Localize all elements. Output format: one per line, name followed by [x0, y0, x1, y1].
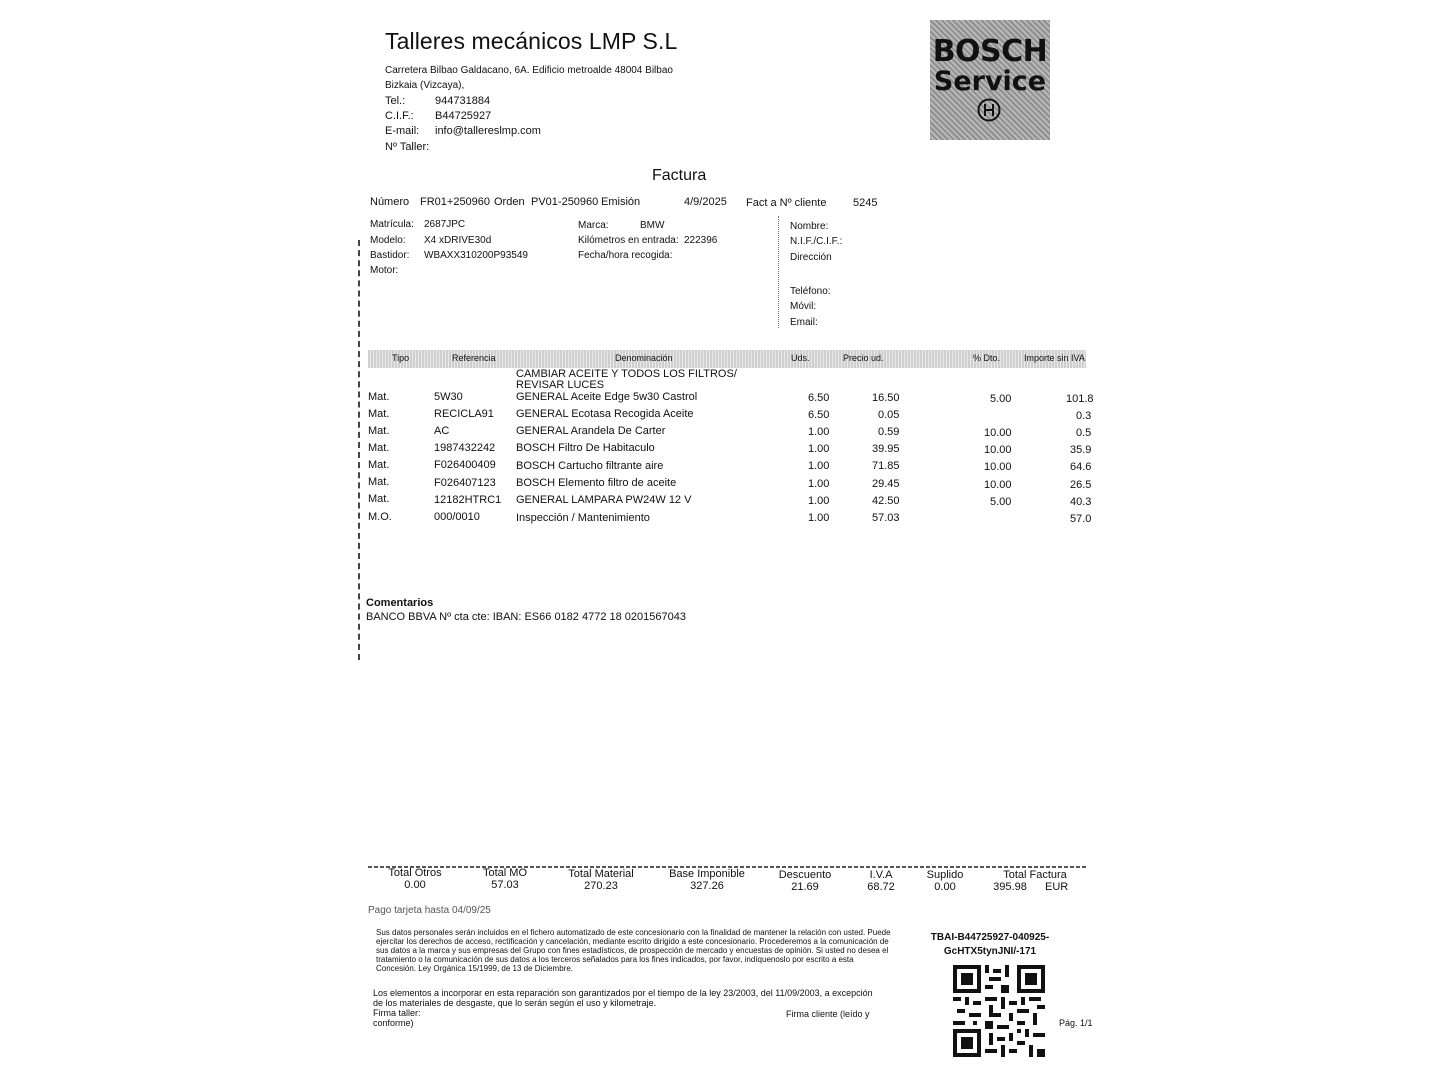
- cell-denominacion: GENERAL Arandela De Carter: [516, 425, 666, 437]
- total-value: 57.03: [491, 879, 519, 891]
- cell-uds: 1.00: [808, 478, 830, 490]
- cell-importe: 0.3: [1076, 410, 1092, 422]
- cell-precio: 16.50: [872, 392, 900, 404]
- nif-label: N.I.F./C.I.F.:: [790, 236, 843, 247]
- cell-importe: 64.6: [1070, 461, 1092, 473]
- customer-email-label: Email:: [790, 317, 818, 328]
- cell-uds: 1.00: [808, 443, 830, 455]
- cell-uds: 1.00: [808, 512, 830, 524]
- telefono-label: Teléfono:: [790, 286, 831, 297]
- cell-denominacion: Inspección / Mantenimiento: [516, 512, 650, 524]
- cell-dto: 10.00: [984, 461, 1012, 473]
- cell-referencia: 000/0010: [434, 511, 480, 523]
- total-value: 270.23: [584, 880, 618, 892]
- cell-uds: 1.00: [808, 495, 830, 507]
- km-value: 222396: [684, 235, 718, 246]
- cell-precio: 29.45: [872, 478, 900, 490]
- firma-taller: Firma taller:: [373, 1008, 421, 1018]
- th-referencia: Referencia: [452, 353, 496, 363]
- privacy-line: tratamiento o la comunicación de sus datos a los terceros señalados para los fines indicados, por favor, indíquenoslo por escrito a esta: [376, 955, 854, 964]
- cif-label: C.I.F.:: [385, 110, 414, 122]
- cell-precio: 0.59: [878, 426, 900, 438]
- cell-tipo: Mat.: [368, 476, 390, 488]
- company-address-line2: Bizkaia (Vizcaya),: [385, 80, 465, 91]
- marca-label: Marca:: [578, 220, 609, 231]
- privacy-notice: [376, 928, 891, 973]
- total-label: Total MO: [482, 867, 527, 879]
- cell-referencia: 1987432242: [434, 442, 496, 454]
- cell-denominacion: BOSCH Elemento filtro de aceite: [516, 477, 677, 489]
- cell-importe: 35.9: [1070, 444, 1092, 456]
- work-note-line1: CAMBIAR ACEITE Y TODOS LOS FILTROS/: [516, 368, 737, 380]
- fecha-recogida-label: Fecha/hora recogida:: [578, 250, 673, 261]
- warranty-line: de los materiales de desgaste, que lo serán según el uso y kilometraje.: [373, 998, 657, 1008]
- cell-tipo: Mat.: [368, 459, 390, 471]
- cell-tipo: Mat.: [368, 493, 390, 505]
- cell-denominacion: BOSCH Filtro De Habitaculo: [516, 442, 655, 454]
- cell-precio: 0.05: [878, 409, 900, 421]
- modelo-label: Modelo:: [370, 235, 406, 246]
- tbai-code-line1: TBAI-B44725927-040925-: [930, 932, 1050, 943]
- th-importe: Importe sin IVA: [1024, 353, 1085, 363]
- tbai-code-line2: GcHTX5tynJNI/-171: [943, 946, 1037, 957]
- modelo-value: X4 xDRIVE30d: [424, 235, 492, 246]
- bastidor-value: WBAXX310200P93549: [424, 250, 528, 261]
- privacy-line: sus datos a la marca y sus empresas del Grupo con fines estadísticos, de prospección de mercado y encuestas de opinión. Si usted no desea el: [376, 946, 889, 955]
- total-label: Descuento: [778, 869, 832, 881]
- numero-value: FR01+250960: [420, 196, 491, 208]
- emision-value: 4/9/2025: [684, 196, 727, 208]
- cell-tipo: Mat.: [368, 408, 390, 420]
- total-value: 0.00: [934, 881, 956, 893]
- comments-text: BANCO BBVA Nº cta cte: IBAN: ES66 0182 4772 18 0201567043: [366, 611, 686, 623]
- cell-referencia: F026400409: [434, 459, 496, 471]
- total-label: Suplido: [926, 869, 964, 881]
- taller-label: Nº Taller:: [385, 141, 430, 153]
- cell-dto: 5.00: [990, 393, 1012, 405]
- cell-tipo: Mat.: [368, 425, 390, 437]
- marca-value: BMW: [640, 220, 665, 231]
- cell-denominacion: GENERAL Aceite Edge 5w30 Castrol: [516, 391, 698, 403]
- direccion-label: Dirección: [790, 252, 832, 263]
- bastidor-label: Bastidor:: [370, 250, 410, 261]
- orden-value: PV01-250960: [531, 196, 599, 208]
- total-label: Total Otros: [388, 867, 442, 879]
- total-value: 327.26: [690, 880, 724, 892]
- page-number: Pág. 1/1: [1059, 1018, 1093, 1028]
- cell-referencia: AC: [434, 425, 450, 437]
- cell-tipo: M.O.: [368, 511, 392, 523]
- cell-precio: 42.50: [872, 495, 900, 507]
- total-label: Total Material: [568, 868, 634, 880]
- cell-precio: 57.03: [872, 512, 900, 524]
- privacy-line: ejercitar los derechos de acceso, rectificación y cancelación, mediante escrito dirigido a este concesionario. Procederemos a la comunicación de: [376, 937, 889, 946]
- movil-label: Móvil:: [790, 301, 817, 312]
- cell-uds: 1.00: [808, 426, 830, 438]
- th-precio: Precio ud.: [843, 353, 884, 363]
- logo-line1: BOSCH: [932, 34, 1048, 69]
- cell-uds: 1.00: [808, 460, 830, 472]
- email-label: E-mail:: [385, 125, 420, 137]
- payment-note: Pago tarjeta hasta 04/09/25: [368, 905, 491, 916]
- orden-label: Orden: [494, 196, 525, 208]
- cliente-label: Fact a Nº cliente: [746, 197, 827, 209]
- privacy-line: Concesión. Ley Orgánica 15/1999, de 13 de Diciembre.: [376, 964, 574, 973]
- total-label: Base Imponible: [669, 868, 745, 880]
- cell-importe: 101.8: [1066, 393, 1094, 405]
- cell-denominacion: GENERAL LAMPARA PW24W 12 V: [516, 494, 692, 506]
- cell-uds: 6.50: [808, 392, 830, 404]
- motor-label: Motor:: [370, 265, 399, 276]
- cliente-value: 5245: [853, 197, 878, 209]
- cell-uds: 6.50: [808, 409, 830, 421]
- warranty-notice: [373, 988, 873, 1028]
- cell-tipo: Mat.: [368, 442, 390, 454]
- cell-referencia: F026407123: [434, 477, 496, 489]
- cell-denominacion: GENERAL Ecotasa Recogida Aceite: [516, 408, 694, 420]
- numero-label: Número: [370, 196, 410, 208]
- cell-dto: 10.00: [984, 479, 1012, 491]
- cell-importe: 0.5: [1076, 427, 1092, 439]
- currency-label: EUR: [1045, 881, 1069, 893]
- th-denominacion: Denominación: [615, 353, 673, 363]
- warranty-line: Los elementos a incorporar en esta reparación son garantizados por el tiempo de la ley 23/2003, del 11/09/2003, a excepción: [373, 988, 873, 998]
- firma-taller-conforme: conforme): [373, 1018, 414, 1028]
- total-label: Total Factura: [1003, 869, 1067, 881]
- tbai-qr-code: [953, 965, 1045, 1057]
- matricula-value: 2687JPC: [424, 219, 466, 230]
- cell-tipo: Mat.: [368, 391, 390, 403]
- bosch-armature-icon: [977, 98, 1001, 122]
- cell-importe: 40.3: [1070, 496, 1092, 508]
- total-value: 0.00: [404, 879, 426, 891]
- tel-value: 944731884: [435, 95, 491, 107]
- section-divider: [778, 216, 779, 328]
- bosch-service-logo: [930, 20, 1050, 140]
- th-uds: Uds.: [791, 353, 810, 363]
- emision-label: Emisión: [601, 196, 641, 208]
- privacy-line: Sus datos personales serán incluidos en el fichero automatizado de este concesionario con la finalidad de mantener la relación con usted. Puede: [376, 928, 891, 937]
- cell-dto: 5.00: [990, 496, 1012, 508]
- cell-referencia: 5W30: [434, 391, 463, 403]
- company-address-line1: Carretera Bilbao Galdacano, 6A. Edificio metroalde 48004 Bilbao: [385, 65, 673, 76]
- cell-importe: 57.0: [1070, 513, 1092, 525]
- comments-label: Comentarios: [366, 597, 434, 609]
- scan-margin-mark: [358, 240, 360, 660]
- th-tipo: Tipo: [392, 353, 410, 363]
- km-label: Kilómetros en entrada:: [578, 235, 679, 246]
- cell-dto: 10.00: [984, 427, 1012, 439]
- nombre-label: Nombre:: [790, 221, 829, 232]
- total-value: 21.69: [791, 881, 819, 893]
- email-value: info@tallereslmp.com: [435, 125, 541, 137]
- cell-precio: 39.95: [872, 443, 900, 455]
- cell-referencia: RECICLA91: [434, 408, 494, 420]
- total-label: I.V.A: [869, 869, 893, 881]
- total-value: 395.98: [993, 881, 1027, 893]
- tel-label: Tel.:: [385, 95, 406, 107]
- logo-line2: Service: [933, 66, 1047, 97]
- cell-importe: 26.5: [1070, 479, 1092, 491]
- th-dto: % Dto.: [973, 353, 1001, 363]
- cell-referencia: 12182HTRC1: [434, 494, 502, 506]
- cell-precio: 71.85: [872, 460, 900, 472]
- cell-denominacion: BOSCH Cartucho filtrante aire: [516, 460, 664, 472]
- document-title: Factura: [652, 167, 707, 184]
- cif-value: B44725927: [435, 110, 492, 122]
- firma-cliente: Firma cliente (leído y: [786, 1009, 870, 1019]
- work-note-line2: REVISAR LUCES: [516, 379, 605, 391]
- cell-dto: 10.00: [984, 444, 1012, 456]
- matricula-label: Matrícula:: [370, 219, 414, 230]
- company-name: Talleres mecánicos LMP S.L: [385, 28, 678, 54]
- total-value: 68.72: [867, 881, 895, 893]
